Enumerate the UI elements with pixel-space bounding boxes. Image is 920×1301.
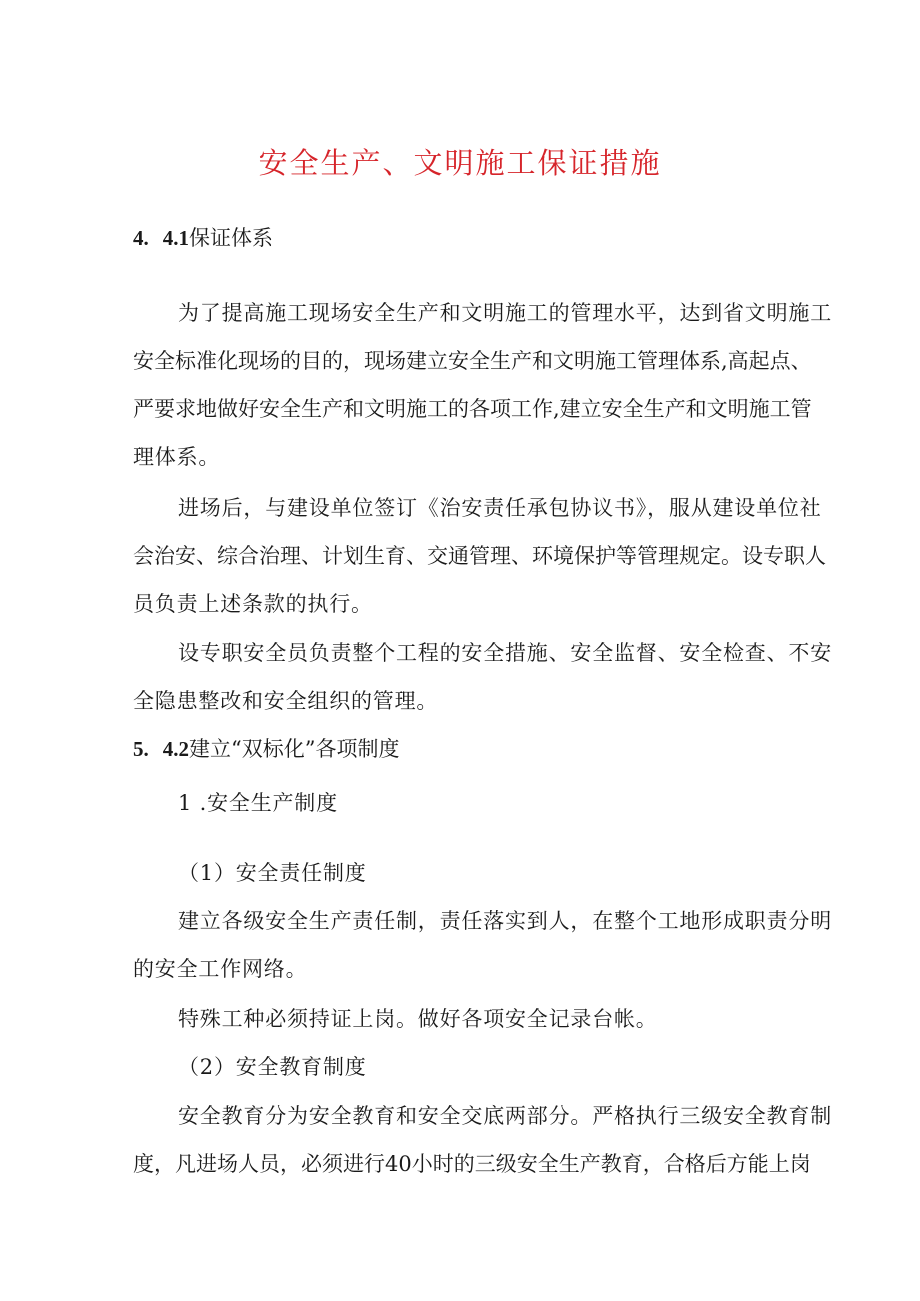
paragraph-line: 会治安、综合治理、计划生育、交通管理、环境保护等管理规定。设专职人	[133, 544, 826, 568]
section-subnumber: 4.2	[162, 737, 189, 761]
paragraph-line: 建立各级安全生产责任制，责任落实到人，在整个工地形成职责分明	[178, 909, 832, 933]
paragraph-line: 安全标准化现场的目的，现场建立安全生产和文明施工管理体系,高起点、	[133, 349, 812, 373]
paragraph-line: 理体系。	[133, 445, 221, 469]
paragraph-line: 严要求地做好安全生产和文明施工的各项工作,建立安全生产和文明施工管	[133, 397, 812, 421]
paragraph-line: 全隐患整改和安全组织的管理。	[133, 689, 439, 713]
subsection-heading: （2）安全教育制度	[178, 1055, 367, 1079]
list-item-heading: 1 .安全生产制度	[178, 791, 338, 815]
paragraph-line: 度，凡进场人员，必须进行40小时的三级安全生产教育，合格后方能上岗	[133, 1152, 811, 1176]
paragraph-line: 的安全工作网络。	[133, 957, 308, 981]
section-heading-4-1	[133, 222, 273, 254]
section-number: 5.	[133, 737, 149, 761]
paragraph-line: 设专职安全员负责整个工程的安全措施、安全监督、安全检查、不安	[178, 641, 832, 665]
paragraph-line: 进场后，与建设单位签订《治安责任承包协议书》，服从建设单位社	[178, 496, 822, 520]
section-subnumber: 4.1	[162, 226, 189, 250]
section-label: 建立“双标化”各项制度	[189, 737, 400, 761]
paragraph-line: 特殊工种必须持证上岗。做好各项安全记录台帐。	[178, 1007, 658, 1031]
section-number: 4.	[133, 226, 149, 250]
subsection-heading: （1）安全责任制度	[178, 861, 367, 885]
section-heading-4-2	[133, 733, 399, 765]
document-title: 安全生产、文明施工保证措施	[258, 146, 662, 180]
paragraph-line: 员负责上述条款的执行。	[133, 592, 373, 616]
section-label: 保证体系	[189, 226, 273, 250]
paragraph-line: 为了提高施工现场安全生产和文明施工的管理水平，达到省文明施工	[178, 301, 832, 325]
paragraph-line: 安全教育分为安全教育和安全交底两部分。严格执行三级安全教育制	[178, 1104, 832, 1128]
